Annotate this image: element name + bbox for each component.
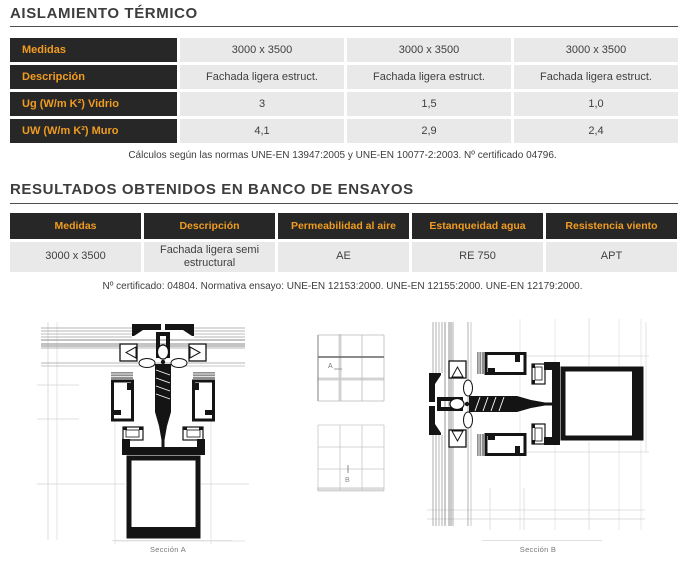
table-cell: 1,5: [347, 92, 511, 116]
table-cell: Fachada ligera estruct.: [347, 65, 511, 89]
table-cell: 2,4: [514, 119, 678, 143]
row-header-uw-muro: UW (W/m K²) Muro: [10, 119, 177, 143]
table-cell: 2,9: [347, 119, 511, 143]
table-cell: Fachada ligera semi estructural: [144, 242, 275, 272]
certificate-note: Nº certificado: 04804. Normativa ensayo: UNE-EN 12153:2000. UNE-EN 12155:2000. UNE-EN 12179:2000.: [102, 281, 583, 292]
row-header-medidas: Medidas: [10, 38, 177, 62]
section-a-label: Sección A: [149, 545, 187, 554]
page-title: AISLAMIENTO TÉRMICO: [10, 5, 198, 22]
table-cell: 3000 x 3500: [514, 38, 678, 62]
grid-b-label: B: [345, 477, 350, 484]
table-cell: 3000 x 3500: [180, 38, 344, 62]
table-cell: 3000 x 3500: [10, 242, 141, 272]
calculation-note: Cálculos según las normas UNE-EN 13947:2005 y UNE-EN 10077-2:2003. Nº certificado 04796.: [128, 150, 557, 161]
grid-a-label: A: [328, 363, 333, 370]
facade-grid-a: [314, 331, 386, 403]
col-header-permeabilidad: Permeabilidad al aire: [278, 213, 409, 239]
section-b-label: Sección B: [519, 545, 557, 554]
title-rule-1: [10, 26, 678, 27]
section-b-drawing: [423, 317, 649, 532]
col-header-medidas: Medidas: [10, 213, 141, 239]
table-cell: 4,1: [180, 119, 344, 143]
table-cell: APT: [546, 242, 677, 272]
table-cell: 3: [180, 92, 344, 116]
table-cell: AE: [278, 242, 409, 272]
table-cell: Fachada ligera estruct.: [180, 65, 344, 89]
row-header-descripcion: Descripción: [10, 65, 177, 89]
section-title-results: RESULTADOS OBTENIDOS EN BANCO DE ENSAYOS: [10, 181, 414, 198]
section-a-drawing: [35, 318, 250, 544]
baseline-rule-a: [112, 540, 232, 541]
title-rule-2: [10, 203, 678, 204]
facade-grid-b: [314, 421, 386, 493]
col-header-descripcion: Descripción: [144, 213, 275, 239]
test-bench-table: [10, 213, 677, 272]
baseline-rule-b: [482, 540, 602, 541]
row-header-ug-vidrio: Ug (W/m K²) Vidrio: [10, 92, 177, 116]
thermal-table: [10, 38, 678, 143]
table-cell: 3000 x 3500: [347, 38, 511, 62]
table-cell: Fachada ligera estruct.: [514, 65, 678, 89]
table-cell: 1,0: [514, 92, 678, 116]
col-header-resistencia: Resistencia viento: [546, 213, 677, 239]
col-header-estanqueidad: Estanqueidad agua: [412, 213, 543, 239]
table-cell: RE 750: [412, 242, 543, 272]
